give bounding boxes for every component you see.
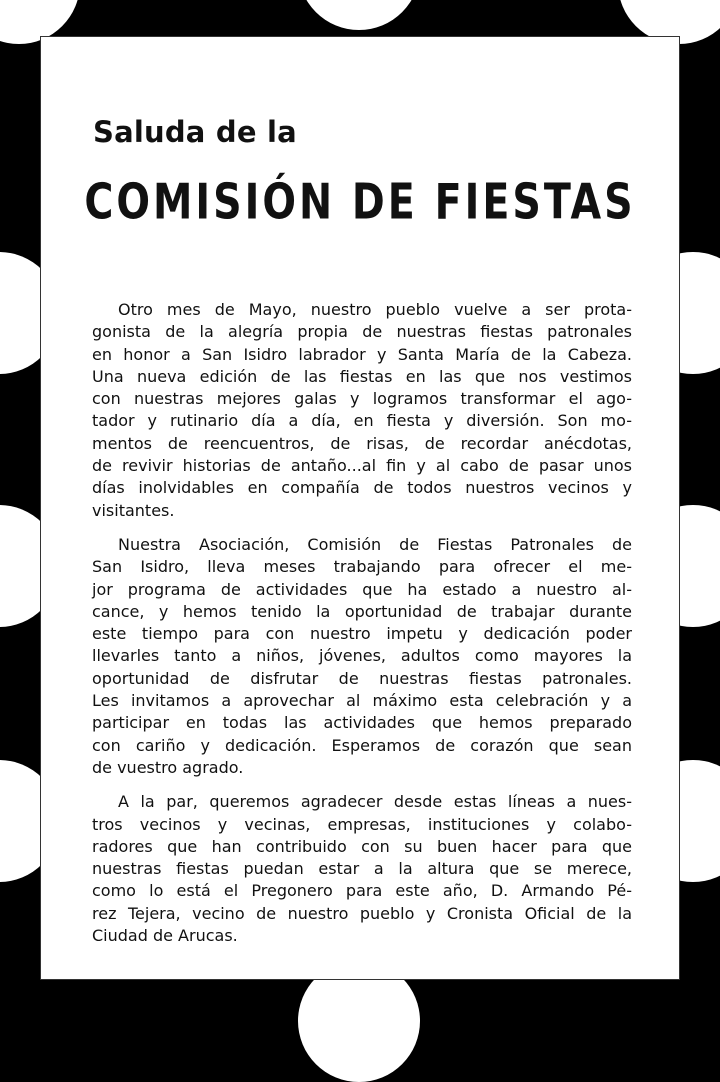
document-page <box>40 36 680 980</box>
text-line: llevarles tanto a niños, jóvenes, adultos como mayores la <box>92 646 632 666</box>
text-line: de vuestro agrado. <box>92 757 244 777</box>
text-line: oportunidad de disfrutar de nuestras fiestas patronales. <box>92 668 632 688</box>
text-line: con nuestras mejores galas y logramos transformar el ago- <box>92 389 632 409</box>
text-line: en honor a San Isidro labrador y Santa María de la Cabeza. <box>92 344 632 364</box>
text-line: visitantes. <box>92 500 175 520</box>
text-line: tador y rutinario día a día, en fiesta y diversión. Son mo- <box>92 411 632 431</box>
paragraph-2 <box>92 534 632 779</box>
text-line: este tiempo para con nuestro impetu y dedicación poder <box>92 624 632 644</box>
text-line: radores que han contribuido con su buen hacer para que <box>92 836 632 856</box>
text-line: San Isidro, lleva meses trabajando para ofrecer el me- <box>92 557 632 577</box>
text-line: Una nueva edición de las fiestas en las que nos vestimos <box>92 366 632 386</box>
text-line: como lo está el Pregonero para este año, D. Armando Pé- <box>92 881 632 901</box>
text-line: de revivir historias de antaño...al fin y al cabo de pasar unos <box>92 456 632 476</box>
text-line: gonista de la alegría propia de nuestras fiestas patronales <box>92 322 632 342</box>
text-line: cance, y hemos tenido la oportunidad de trabajar durante <box>92 601 632 621</box>
body-text <box>92 299 632 959</box>
text-line: Les invitamos a aprovechar al máximo esta celebración y a <box>92 691 632 711</box>
text-line: Otro mes de Mayo, nuestro pueblo vuelve a ser prota- <box>118 300 632 319</box>
paragraph-3 <box>92 791 632 947</box>
text-line: Ciudad de Arucas. <box>92 926 238 946</box>
text-line: rez Tejera, vecino de nuestro pueblo y Cronista Oficial de la <box>92 903 632 923</box>
text-line: A la par, queremos agradecer desde estas líneas a nues- <box>118 792 632 812</box>
text-line: mentos de reencuentros, de risas, de recordar anécdotas, <box>92 433 632 453</box>
polka-dot <box>298 0 420 30</box>
text-line: participar en todas las actividades que hemos preparado <box>92 713 632 733</box>
text-line: jor programa de actividades que ha estado a nuestro al- <box>92 579 632 599</box>
text-line: nuestras fiestas puedan estar a la altura que se merece, <box>92 859 632 879</box>
pre-title: Saluda de la <box>93 115 297 149</box>
text-line: tros vecinos y vecinas, empresas, instituciones y colabo- <box>92 814 632 834</box>
text-line: días inolvidables en compañía de todos nuestros vecinos y <box>92 478 632 498</box>
text-line: Nuestra Asociación, Comisión de Fiestas Patronales de <box>118 534 632 554</box>
text-line: con cariño y dedicación. Esperamos de corazón que sean <box>92 735 632 755</box>
paragraph-1 <box>92 299 632 522</box>
page-title: COMISIÓN DE FIESTAS <box>84 173 636 232</box>
